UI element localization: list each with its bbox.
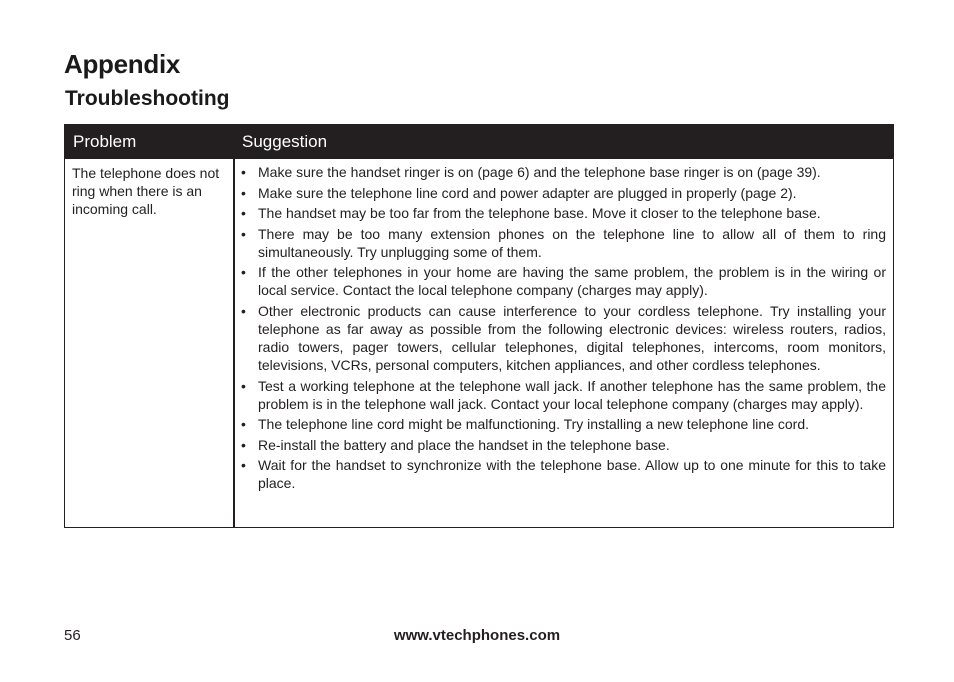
suggestion-item: • Re-install the battery and place the handset in the telephone base. (240, 436, 886, 454)
suggestion-item: • Make sure the handset ringer is on (page 6) and the telephone base ringer is on (page 39). (240, 163, 886, 181)
suggestion-item: • If the other telephones in your home are having the same problem, the problem is in the wiring or local service. Contact the local telephone company (charges may apply). (240, 263, 886, 299)
suggestion-item: • Other electronic products can cause interference to your cordless telephone. Try installing your telephone as far away as possible from the following electronic devices: wireless routers, radios, radio towers, pager towers, cellular telephones, digital telephones, intercoms, room monitors, televisions, VCRs, personal computers, kitchen appliances, and other cordless telephones. (240, 302, 886, 374)
table-header (65, 125, 893, 159)
footer-url: www.vtechphones.com (393, 627, 561, 644)
suggestion-item: • The handset may be too far from the telephone base. Move it closer to the telephone base. (240, 204, 886, 222)
suggestion-item: • The telephone line cord might be malfunctioning. Try installing a new telephone line cord. (240, 415, 886, 433)
header-problem: Problem (73, 132, 137, 151)
suggestion-item: • Wait for the handset to synchronize with the telephone base. Allow up to one minute for this to take place. (240, 456, 886, 492)
suggestion-item: • Make sure the telephone line cord and power adapter are plugged in properly (page 2). (240, 184, 886, 202)
header-suggestion: Suggestion (242, 132, 328, 151)
page-number: 56 (64, 627, 81, 644)
column-divider (233, 159, 235, 527)
suggestion-list (240, 163, 886, 495)
troubleshooting-table (64, 124, 894, 528)
problem-cell: The telephone does not ring when there is an incoming call. (72, 165, 220, 217)
section-title: Appendix (64, 49, 181, 79)
subsection-title: Troubleshooting (65, 87, 230, 110)
suggestion-item: • Test a working telephone at the telephone wall jack. If another telephone has the same problem, the problem is in the telephone wall jack. Contact your local telephone company (charges may apply). (240, 377, 886, 413)
suggestion-item: • There may be too many extension phones on the telephone line to allow all of them to ring simultaneously. Try unplugging some of them. (240, 225, 886, 261)
